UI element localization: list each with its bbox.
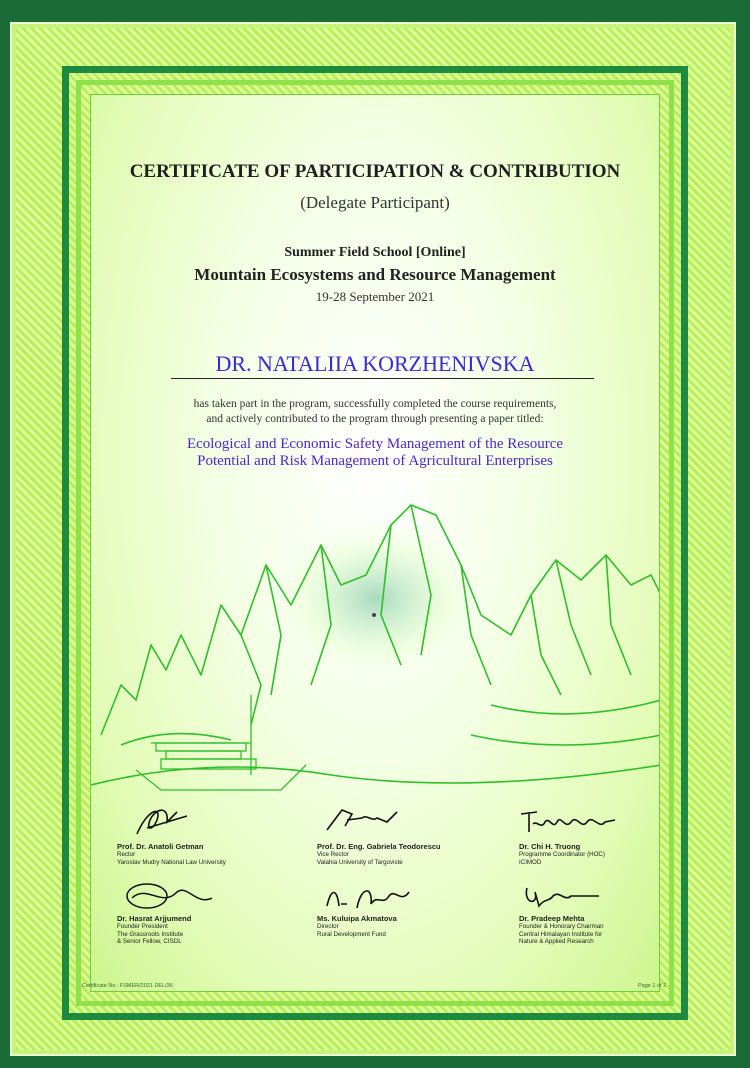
signatory-2-org: Valahia University of Targoviste — [317, 858, 403, 866]
certificate-body — [90, 94, 660, 992]
event-name: Summer Field School [Online] — [284, 245, 466, 260]
signature-6-image — [519, 878, 609, 914]
signatory-6-org-2: Nature & Applied Research — [519, 938, 594, 945]
signatory-5-role: Director — [317, 923, 339, 930]
signatory-2-role: Vice Rector — [317, 851, 349, 858]
signatory-2 — [317, 800, 441, 866]
signature-4-image — [117, 878, 217, 914]
program-name: Mountain Ecosystems and Resource Management — [194, 265, 556, 284]
signatory-4-org-2: & Senior Fellow, CISDL — [117, 938, 182, 945]
paper-title-line-2: Potential and Risk Management of Agricultural Enterprises — [197, 453, 553, 469]
certificate-number: Certificate No.: FSMER/2021 DEL/36 — [82, 983, 173, 989]
name-underline — [171, 378, 594, 379]
signatory-3-role: Programme Coordinator (HOC) — [519, 851, 605, 858]
program-dates: 19-28 September 2021 — [315, 289, 435, 304]
signatory-6-role: Founder & Honorary Chairman — [519, 923, 604, 930]
signatory-5-name: Ms. Kuluipa Akmatova — [317, 914, 397, 923]
signature-2-image — [317, 800, 407, 842]
mountain-illustration — [91, 485, 660, 845]
signature-1-image — [117, 800, 197, 842]
signatory-5-org: Rural Development Fund — [317, 930, 386, 938]
signatory-6-name: Dr. Pradeep Mehta — [519, 914, 585, 923]
signatory-4 — [117, 878, 217, 946]
signatory-3-org: ICIMOD — [519, 858, 542, 866]
signatory-2-name: Prof. Dr. Eng. Gabriela Teodorescu — [317, 842, 441, 851]
signatory-4-role: Founder President — [117, 923, 168, 930]
signatory-5 — [317, 878, 417, 938]
signature-5-image — [317, 878, 417, 914]
signature-3-image — [519, 800, 619, 842]
page-indicator: Page 1 of 2 — [638, 983, 667, 989]
signatory-6 — [519, 878, 609, 946]
signatory-1-org: Yaroslav Mudry National Law University — [117, 858, 226, 866]
body-text-line-1: has taken part in the program, successfully completed the course requirements, — [193, 398, 557, 410]
certificate-title: CERTIFICATE OF PARTICIPATION & CONTRIBUTION — [129, 161, 621, 182]
signatory-4-name: Dr. Hasrat Arjjumend — [117, 914, 192, 923]
signatory-1 — [117, 800, 226, 866]
recipient-name: DR. NATALIIA KORZHENIVSKA — [215, 351, 535, 376]
signatory-1-role: Rector — [117, 851, 136, 858]
signatory-6-org: Central Himalayan Institute for — [519, 930, 603, 938]
signatory-4-org: The Grassroots Institute — [117, 930, 184, 938]
paper-title-line-1: Ecological and Economic Safety Management of the Resource — [186, 436, 564, 452]
signatory-3-name: Dr. Chi H. Truong — [519, 842, 581, 851]
signatory-3 — [519, 800, 619, 866]
body-text-line-2: and actively contributed to the program through presenting a paper titled: — [206, 413, 544, 425]
certificate-subtitle: (Delegate Participant) — [300, 193, 450, 212]
signatory-1-name: Prof. Dr. Anatoli Getman — [117, 842, 204, 851]
